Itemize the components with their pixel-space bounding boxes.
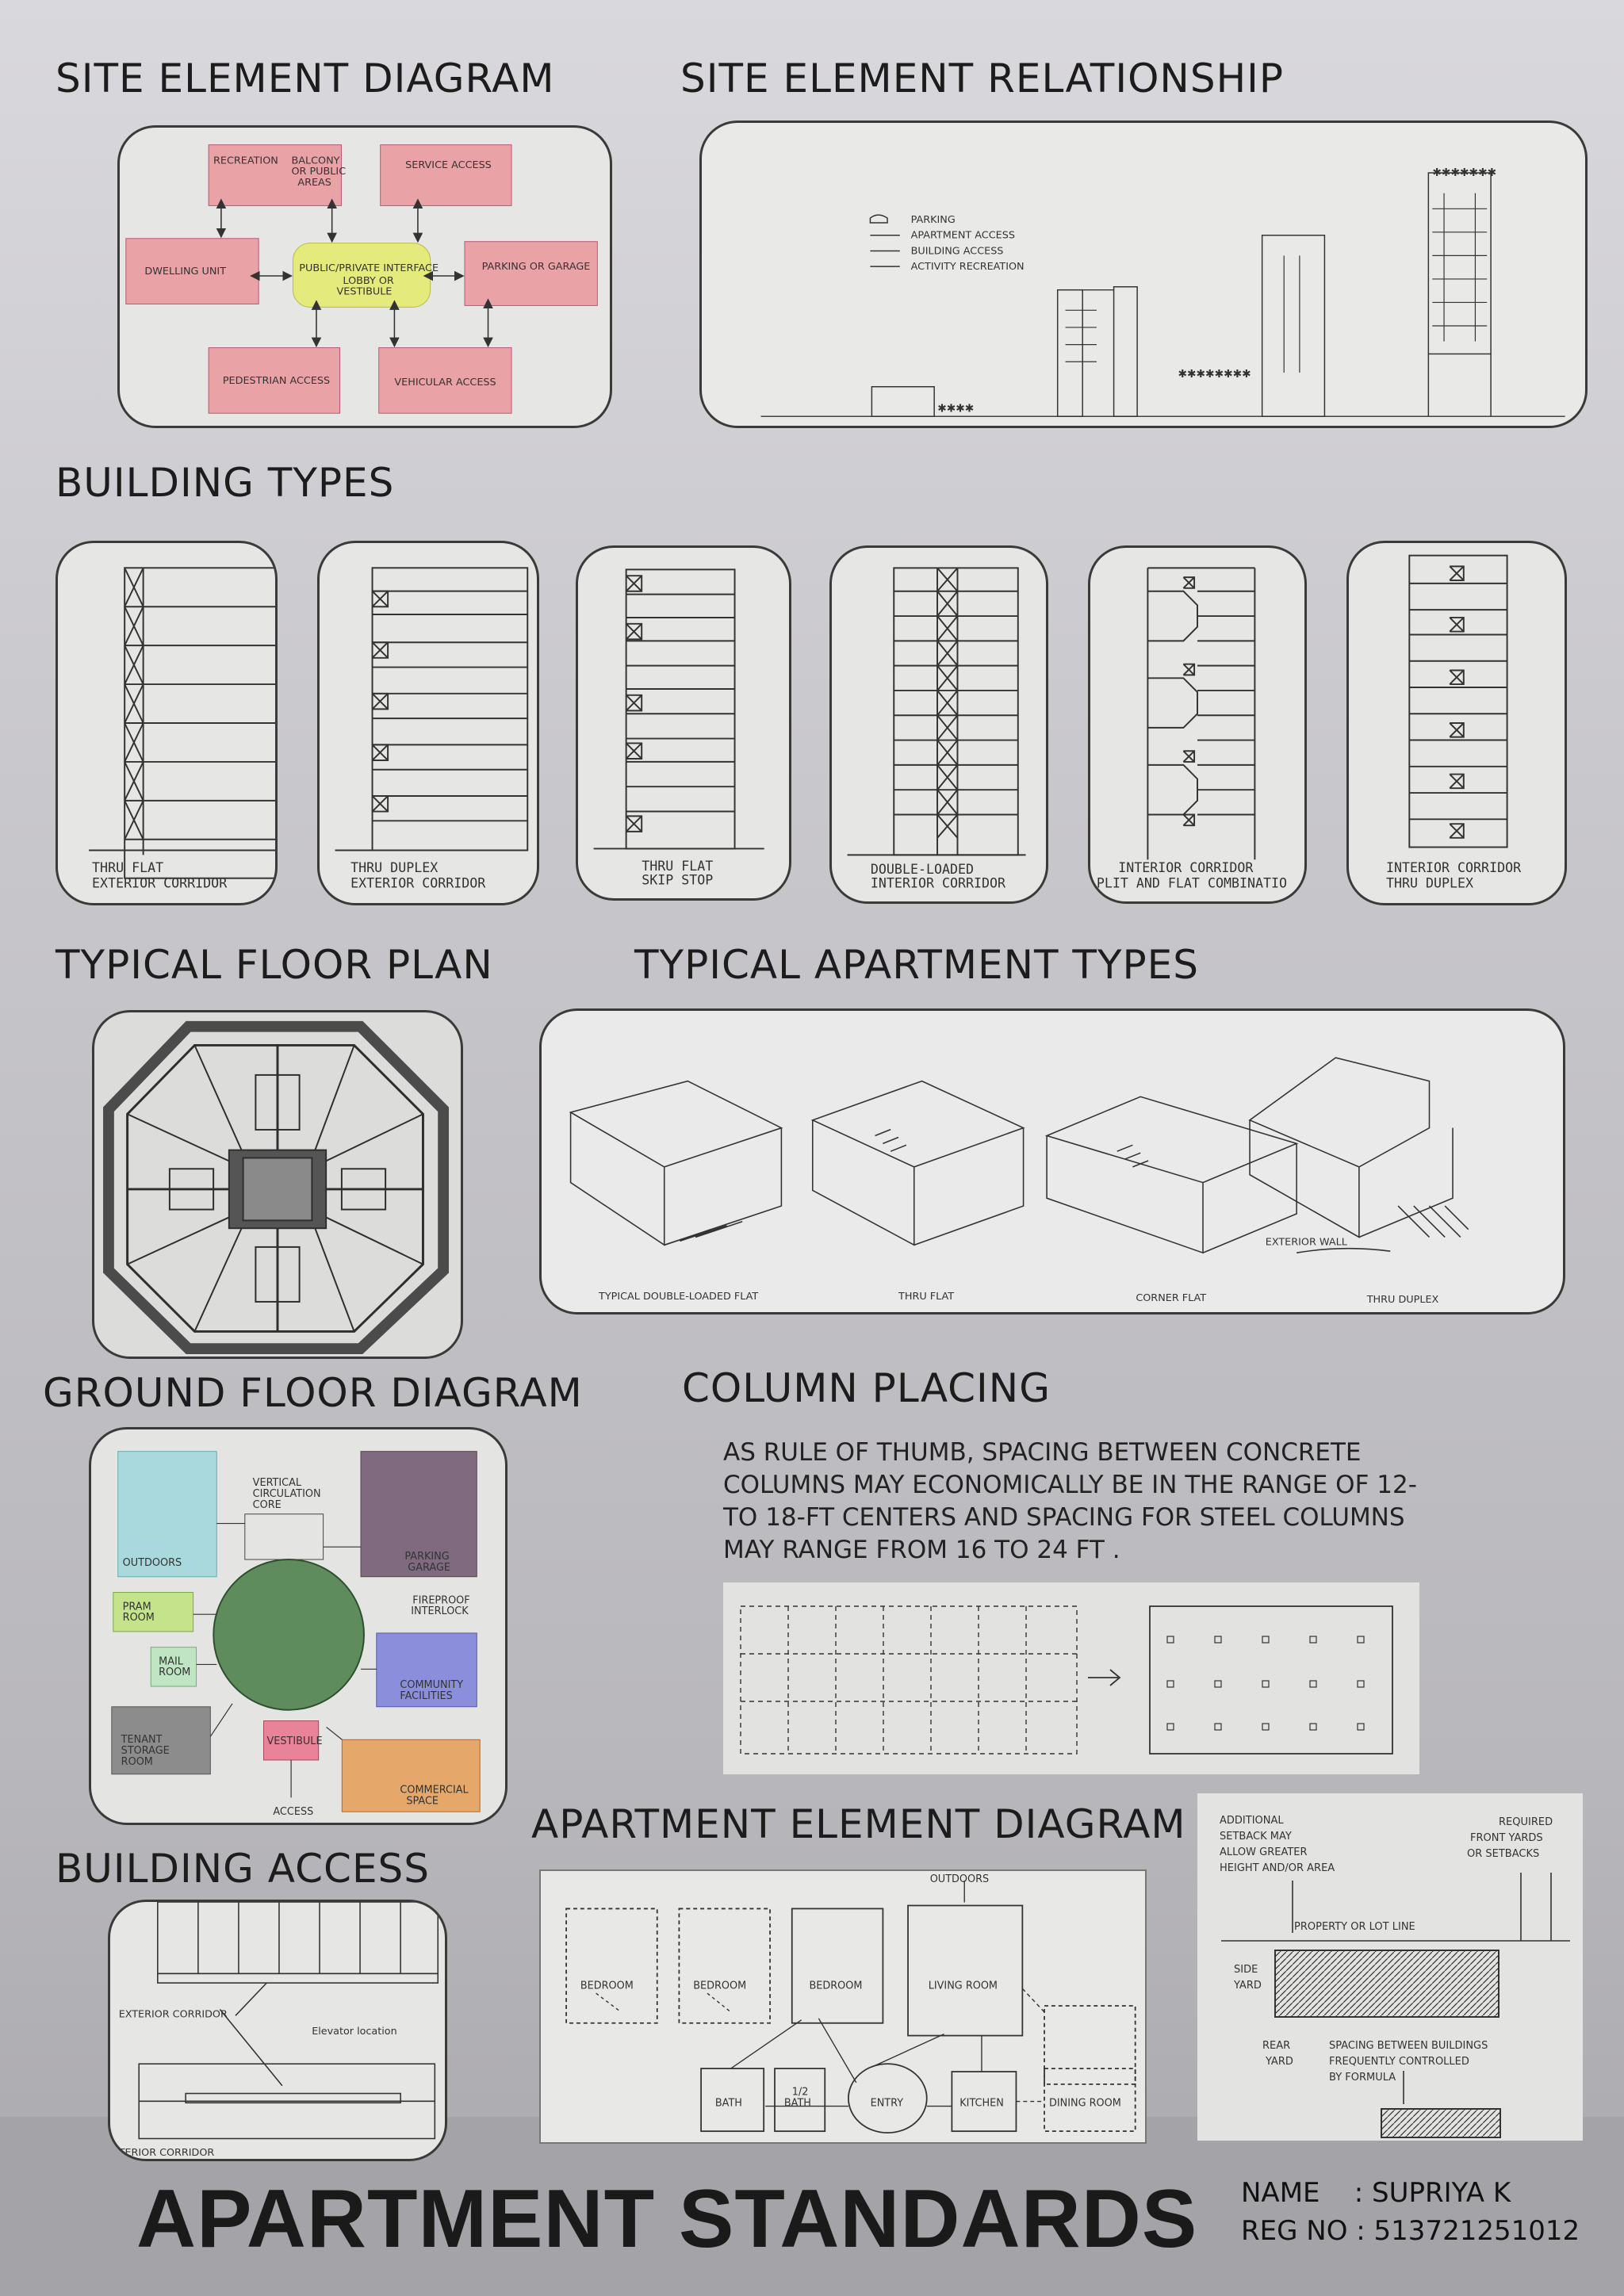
interior-corridor-thru-duplex-diagram [1349, 543, 1565, 903]
thru-duplex-diagram [320, 543, 537, 903]
tenant-label-2: STORAGE [121, 1745, 170, 1758]
ae-half-bath-label-1: 1/2 [791, 2086, 809, 2099]
ae-bedroom-1-label: BEDROOM [580, 1980, 634, 1992]
apt-type-label-4: THRU DUPLEX [1366, 1294, 1439, 1307]
elevator-location-label: Elevator location [312, 2025, 397, 2038]
recreation-label: RECREATION [213, 155, 278, 167]
building-type-card-3 [576, 545, 791, 901]
balcony-label-3: AREAS [297, 176, 331, 189]
community-label-1: COMMUNITY [400, 1679, 464, 1692]
double-loaded-diagram [832, 548, 1046, 901]
building-type-2-line2: EXTERIOR CORRIDOR [350, 875, 486, 891]
commercial-label-1: COMMERCIAL [400, 1784, 469, 1797]
heading-ground-floor-diagram: GROUND FLOOR DIAGRAM [43, 1370, 583, 1416]
sb-rear-yard-2: YARD [1266, 2056, 1293, 2068]
typical-apartment-types-panel [539, 1008, 1565, 1314]
sb-additional-4: HEIGHT AND/OR AREA [1220, 1862, 1335, 1874]
building-type-card-6 [1346, 541, 1567, 905]
arrow-icon [1088, 1670, 1120, 1686]
sb-required-1: REQUIRED [1499, 1816, 1553, 1828]
thru-flat-exterior-corridor-diagram [58, 543, 275, 903]
ae-bath-label: BATH [714, 2097, 742, 2110]
legend-apartment-access: APARTMENT ACCESS [910, 229, 1015, 242]
apartment-type-axonometrics [542, 1011, 1563, 1312]
site-element-diagram [120, 128, 610, 426]
interface-label-3: VESTIBULE [336, 285, 393, 298]
svg-text:✱✱✱✱✱✱✱✱: ✱✱✱✱✱✱✱✱ [1178, 367, 1251, 381]
sb-additional-1: ADDITIONAL [1220, 1815, 1284, 1827]
parking-label-1: PARKING [404, 1551, 450, 1563]
column-placing-text: AS RULE OF THUMB, SPACING BETWEEN CONCRETE COLUMNS MAY ECONOMICALLY BE IN THE RANGE OF 12- TO 18-FT CENTERS AND SPACING FOR STEEL COLUMNS MAY RANGE FROM 16 TO 24 FT . [723, 1438, 1417, 1564]
pram-label-1: PRAM [122, 1601, 151, 1613]
page-title: APARTMENT STANDARDS [136, 2173, 1198, 2265]
ground-floor-diagram-panel [89, 1427, 508, 1825]
tenant-label-1: TENANT [121, 1734, 163, 1747]
building-type-3-line1: THRU FLAT [642, 858, 714, 874]
column-grid-diagram [723, 1582, 1419, 1774]
ae-bedroom-2-label: BEDROOM [693, 1980, 747, 1992]
reg-value: : 513721251012 [1356, 2215, 1580, 2247]
parking-label: PARKING OR GARAGE [481, 261, 591, 274]
sb-additional-3: ALLOW GREATER [1220, 1846, 1308, 1858]
building-footprint [1275, 1950, 1499, 2017]
building-type-2-line1: THRU DUPLEX [350, 859, 439, 875]
typical-floor-plan-panel [92, 1010, 463, 1359]
heading-apartment-element-diagram: APARTMENT ELEMENT DIAGRAM [531, 1801, 1186, 1847]
building-type-1-line1: THRU FLAT [92, 859, 164, 875]
circulation-core [245, 1514, 324, 1559]
building-type-6-line1: INTERIOR CORRIDOR [1385, 859, 1522, 875]
setback-diagram-panel [1197, 1793, 1583, 2141]
sb-rear-yard-1: REAR [1262, 2040, 1291, 2052]
access-label: ACCESS [273, 1806, 314, 1819]
apt-type-label-1: TYPICAL DOUBLE-LOADED FLAT [599, 1291, 759, 1303]
vertical-label-1: VERTICAL [252, 1477, 302, 1490]
ae-half-bath-label-2: BATH [783, 2097, 811, 2110]
sb-required-3: OR SETBACKS [1467, 1848, 1540, 1860]
sb-spacing-3: BY FORMULA [1329, 2072, 1396, 2084]
apt-type-label-2: THRU FLAT [898, 1291, 955, 1303]
interior-corridor-split-flat-diagram [1090, 548, 1304, 901]
building-type-5-line2: PLIT AND FLAT COMBINATIO [1096, 875, 1288, 891]
heading-site-element-relationship: SITE ELEMENT RELATIONSHIP [680, 55, 1285, 101]
heading-typical-apartment-types: TYPICAL APARTMENT TYPES [634, 942, 1199, 988]
legend-activity: ACTIVITY RECREATION [910, 261, 1025, 274]
heading-building-access: BUILDING ACCESS [56, 1846, 431, 1892]
car-icon [870, 215, 887, 223]
mail-label-2: ROOM [159, 1667, 191, 1679]
building-type-4-line1: DOUBLE-LOADED [870, 861, 975, 877]
octagonal-floor-plan [94, 1012, 461, 1357]
building-type-card-4 [829, 545, 1048, 904]
building-type-4-line2: INTERIOR CORRIDOR [870, 875, 1006, 891]
central-circle [213, 1559, 364, 1710]
fireproof-label-1: FIREPROOF [412, 1594, 470, 1607]
column-grid-panel [723, 1582, 1419, 1774]
building-access-panel [108, 1900, 447, 2161]
sb-required-2: FRONT YARDS [1470, 1832, 1543, 1844]
building-type-3-line2: SKIP STOP [642, 872, 714, 888]
building-type-1-line2: EXTERIOR CORRIDOR [92, 875, 228, 891]
apt-type-label-3: CORNER FLAT [1136, 1292, 1207, 1305]
setback-diagram [1197, 1793, 1583, 2141]
site-element-relationship-panel [699, 121, 1588, 428]
balcony-label-2: OR PUBLIC [291, 166, 347, 178]
exterior-wall-label: EXTERIOR WALL [1265, 1236, 1347, 1249]
sb-spacing-2: FREQUENTLY CONTROLLED [1329, 2056, 1469, 2068]
vestibule-label: VESTIBULE [266, 1735, 323, 1748]
dwelling-unit-label: DWELLING UNIT [144, 266, 227, 278]
interface-label-2: LOBBY OR [343, 274, 394, 287]
corridor-bottom-label: TERIOR CORRIDOR [118, 2147, 215, 2159]
commercial-label-2: SPACE [406, 1795, 439, 1808]
ae-entry-label: ENTRY [870, 2097, 904, 2110]
outdoors-label: OUTDOORS [122, 1556, 182, 1569]
building-type-6-line2: THRU DUPLEX [1385, 875, 1474, 891]
sb-additional-2: SETBACK MAY [1220, 1831, 1292, 1843]
mail-label-1: MAIL [159, 1655, 183, 1668]
svg-text:✱✱✱✱: ✱✱✱✱ [937, 402, 975, 415]
balcony-label-1: BALCONY [291, 155, 340, 167]
thru-flat-skip-stop-diagram [578, 548, 789, 898]
building-type-5-line1: INTERIOR CORRIDOR [1118, 859, 1254, 875]
pedestrian-label: PEDESTRIAN ACCESS [222, 374, 331, 387]
community-label-2: FACILITIES [400, 1689, 453, 1702]
exterior-corridor-label: EXTERIOR CORRIDOR [118, 2008, 228, 2021]
apartment-element-diagram [541, 1871, 1145, 2142]
interface-label-1: PUBLIC/PRIVATE INTERFACE [299, 262, 439, 275]
building-type-card-5 [1088, 545, 1307, 904]
vertical-label-2: CIRCULATION [252, 1487, 321, 1500]
legend-parking: PARKING [910, 214, 956, 227]
ground-floor-diagram [91, 1429, 505, 1823]
site-element-diagram-panel [117, 125, 612, 428]
building-type-card-1 [56, 541, 278, 905]
ae-bedroom-3-label: BEDROOM [809, 1980, 863, 1992]
sb-side-yard-2: YARD [1234, 1980, 1262, 1992]
ae-living-room-label: LIVING ROOM [928, 1980, 998, 1992]
site-element-relationship [702, 123, 1585, 426]
apartment-element-diagram-panel [539, 1869, 1147, 2144]
vertical-label-3: CORE [252, 1498, 282, 1511]
name-label: NAME [1241, 2177, 1320, 2209]
sb-side-yard-1: SIDE [1234, 1964, 1258, 1976]
service-access-label: SERVICE ACCESS [405, 159, 492, 172]
vehicular-label: VEHICULAR ACCESS [394, 376, 496, 388]
name-value: : SUPRIYA K [1354, 2177, 1511, 2209]
sb-spacing-1: SPACING BETWEEN BUILDINGS [1329, 2040, 1488, 2052]
adjacent-building [1381, 2109, 1500, 2137]
ae-dining-room-label: DINING ROOM [1048, 2097, 1121, 2110]
building-access-diagram [110, 1902, 445, 2159]
name-line [1241, 2177, 1511, 2209]
service-access-box [381, 145, 511, 206]
tenant-label-3: ROOM [121, 1755, 153, 1768]
pram-label-2: ROOM [122, 1612, 155, 1624]
sb-property-line: PROPERTY OR LOT LINE [1294, 1921, 1415, 1933]
heading-column-placing: COLUMN PLACING [682, 1365, 1051, 1411]
parking-label-2: GARAGE [408, 1561, 451, 1574]
reg-label: REG NO [1241, 2215, 1348, 2247]
ae-kitchen-label: KITCHEN [959, 2097, 1004, 2110]
legend-building-access: BUILDING ACCESS [910, 245, 1004, 258]
heading-building-types: BUILDING TYPES [56, 460, 395, 506]
ae-outdoors-label: OUTDOORS [929, 1873, 990, 1885]
svg-text:✱✱✱✱✱✱✱: ✱✱✱✱✱✱✱ [1432, 166, 1497, 179]
fireproof-label-2: INTERLOCK [411, 1605, 469, 1618]
heading-site-element-diagram: SITE ELEMENT DIAGRAM [56, 55, 555, 101]
heading-typical-floor-plan: TYPICAL FLOOR PLAN [56, 942, 493, 988]
building-type-card-2 [317, 541, 539, 905]
parking-box [465, 242, 597, 306]
reg-line [1241, 2215, 1580, 2247]
